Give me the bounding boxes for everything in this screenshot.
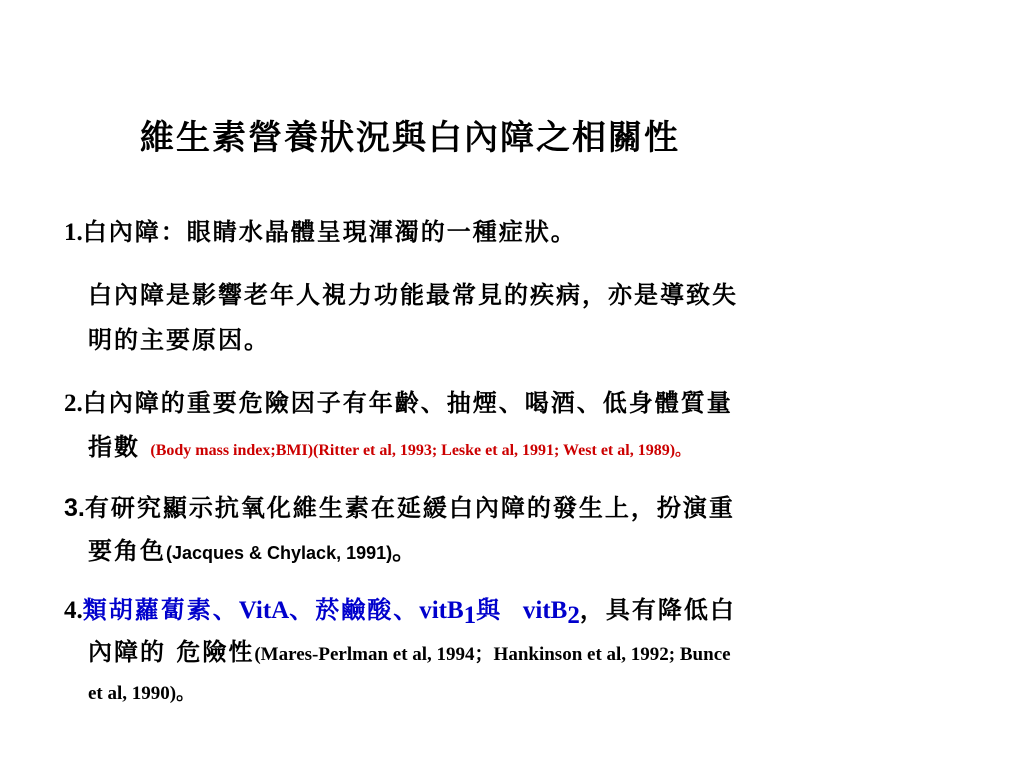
item-3-line-2-row <box>88 531 418 566</box>
item-4-citation-line-3 <box>88 676 195 705</box>
item-4-line-2-row <box>88 632 731 667</box>
item-1-paragraph-line-1: 白內障是影響老年人視力功能最常見的疾病，亦是導致失 <box>88 280 738 309</box>
item-1-text: 白內障：眼睛水晶體呈現渾濁的一種症狀。 <box>82 217 577 246</box>
item-4-blue-b: VitA <box>238 597 290 624</box>
item-2 <box>64 383 733 418</box>
item-4-blue-e: 與 <box>476 595 503 624</box>
item-2-line-2-row <box>88 427 691 462</box>
item-2-line-2: 指數 <box>88 432 140 461</box>
item-3 <box>64 488 735 523</box>
item-4-citation-line-3-text: et al, 1990)。 <box>88 683 196 704</box>
item-3-line-2: 要角色 <box>88 536 166 565</box>
item-4-blue-f: vitB <box>522 597 568 624</box>
item-1 <box>64 212 577 247</box>
item-4-number: 4. <box>64 597 83 624</box>
item-4-sub-1: 1 <box>463 602 477 629</box>
item-4-blue-c: 、菸鹼酸、 <box>289 595 420 624</box>
slide-title: 維生素營養狀況與白內障之相關性 <box>140 118 680 158</box>
item-4-blue-d: vitB <box>419 597 464 624</box>
item-3-line-1: 有研究顯示抗氧化維生素在延緩白內障的發生上，扮演重 <box>84 493 735 522</box>
item-2-line-1: 白內障的重要危險因子有年齡、抽煙、喝酒、低身體質量 <box>82 388 733 417</box>
item-3-citation: (Jacques & Chylack, 1991) <box>166 543 393 563</box>
item-4-sub-2: 2 <box>567 602 580 629</box>
item-4-rest-line-1: ，具有降低白 <box>579 595 736 624</box>
item-4-blue-a: 類胡蘿蔔素、 <box>82 595 239 624</box>
item-2-number: 2. <box>64 390 83 417</box>
item-4-line-2: 內障的 危險性 <box>88 637 255 666</box>
item-1-paragraph-line-2: 明的主要原因。 <box>88 325 270 354</box>
item-2-citation: (Body mass index;BMI)(Ritter et al, 1993; Leske et al, 1991; West et al, 1989)。 <box>150 442 692 459</box>
item-3-end: 。 <box>392 536 419 565</box>
item-1-number: 1. <box>64 219 83 246</box>
item-4 <box>64 590 736 630</box>
item-4-citation-line-2: (Mares-Perlman et al, 1994；Hankinson et al, 1992; Bunce <box>254 644 731 665</box>
item-3-number: 3. <box>64 494 85 522</box>
